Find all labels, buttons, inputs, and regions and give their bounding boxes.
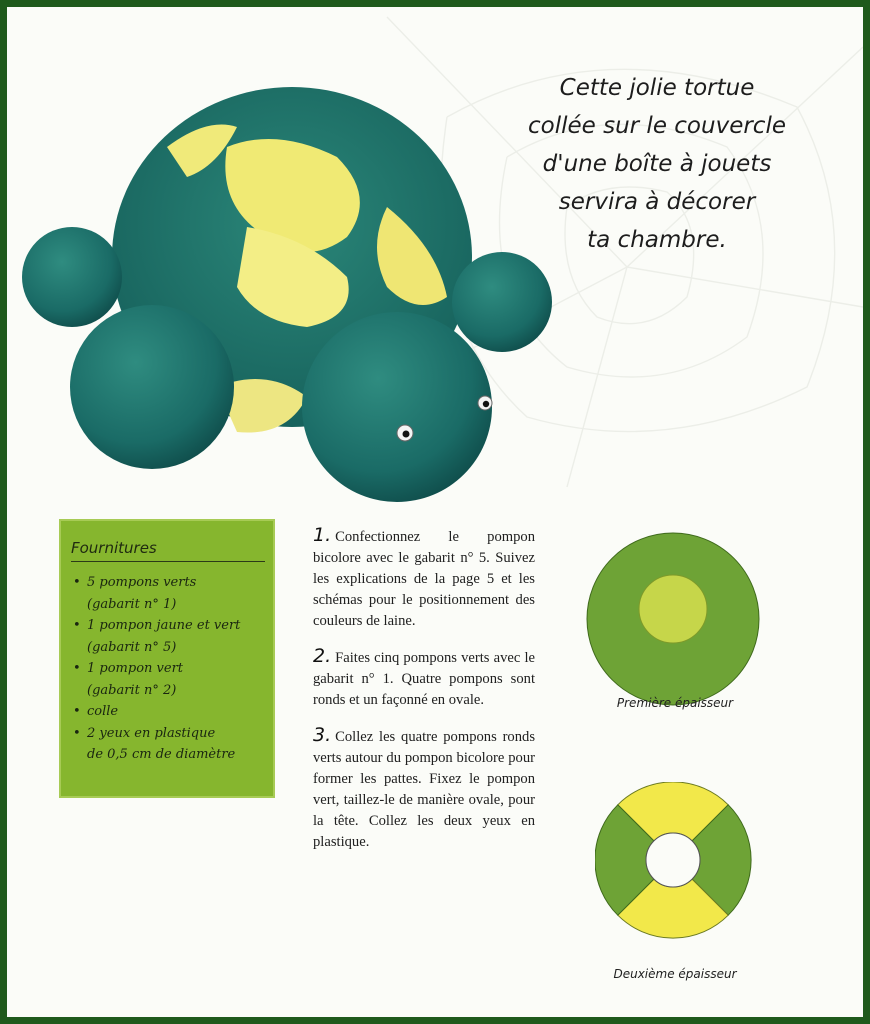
supply-item-detail: de 0,5 cm de diamètre [87, 747, 236, 762]
supply-item: • 1 pompon jaune et vert [71, 615, 273, 637]
turtle-back-right-leg [452, 252, 552, 352]
second-layer-diagram [595, 782, 755, 942]
step-3 [313, 725, 535, 853]
turtle-pupil-left [403, 431, 410, 438]
second-layer-label: Deuxième épaisseur [613, 967, 737, 981]
instructions [313, 525, 535, 867]
step-number: 1. [313, 524, 332, 546]
intro-caption [477, 69, 837, 259]
turtle-front-left-leg [70, 305, 234, 469]
supply-item: • colle [71, 701, 273, 723]
step-1 [313, 525, 535, 632]
supplies-title: Fournitures [71, 539, 265, 562]
caption-line: ta chambre. [587, 227, 727, 253]
turtle-back-left-leg [22, 227, 122, 327]
book-page [7, 7, 863, 1017]
supply-item-detail: (gabarit n° 1) [87, 596, 177, 612]
turtle-head [302, 312, 492, 502]
step-number: 3. [313, 724, 332, 746]
caption-line: d'une boîte à jouets [542, 151, 772, 177]
supplies-list [71, 572, 273, 766]
supplies-box [61, 521, 273, 796]
caption-line: collée sur le couvercle [528, 113, 786, 139]
supply-item: • 2 yeux en plastique [71, 723, 273, 745]
caption-line: Cette jolie tortue [559, 75, 755, 101]
turtle-pupil-right [483, 401, 489, 407]
step-text: Collez les quatre pompons ronds verts autour du pompon bicolore pour former les pattes. Fixez le pompon vert, taillez-le de manière ovale, pour la tête. Collez les deux yeux en plastique. [313, 729, 535, 850]
step-text: Confectionnez le pompon bicolore avec le gabarit n° 5. Suivez les explications de la page 5 et les schémas pour le positionnement des couleurs de laine. [313, 529, 535, 629]
first-layer-label: Première épaisseur [616, 696, 734, 710]
first-layer-center [639, 575, 707, 643]
supply-item: • 1 pompon vert [71, 658, 273, 680]
caption-line: servira à décorer [558, 189, 756, 215]
first-layer-diagram [585, 531, 765, 711]
step-text: Faites cinq pompons verts avec le gabarit n° 1. Quatre pompons sont ronds et un façonné en ovale. [313, 650, 535, 708]
supply-item: • 5 pompons verts [71, 572, 273, 594]
supply-item-detail: (gabarit n° 2) [87, 682, 177, 698]
step-2 [313, 646, 535, 711]
step-number: 2. [313, 645, 332, 667]
supply-item-detail: (gabarit n° 5) [87, 639, 177, 655]
center-hole [646, 833, 700, 887]
